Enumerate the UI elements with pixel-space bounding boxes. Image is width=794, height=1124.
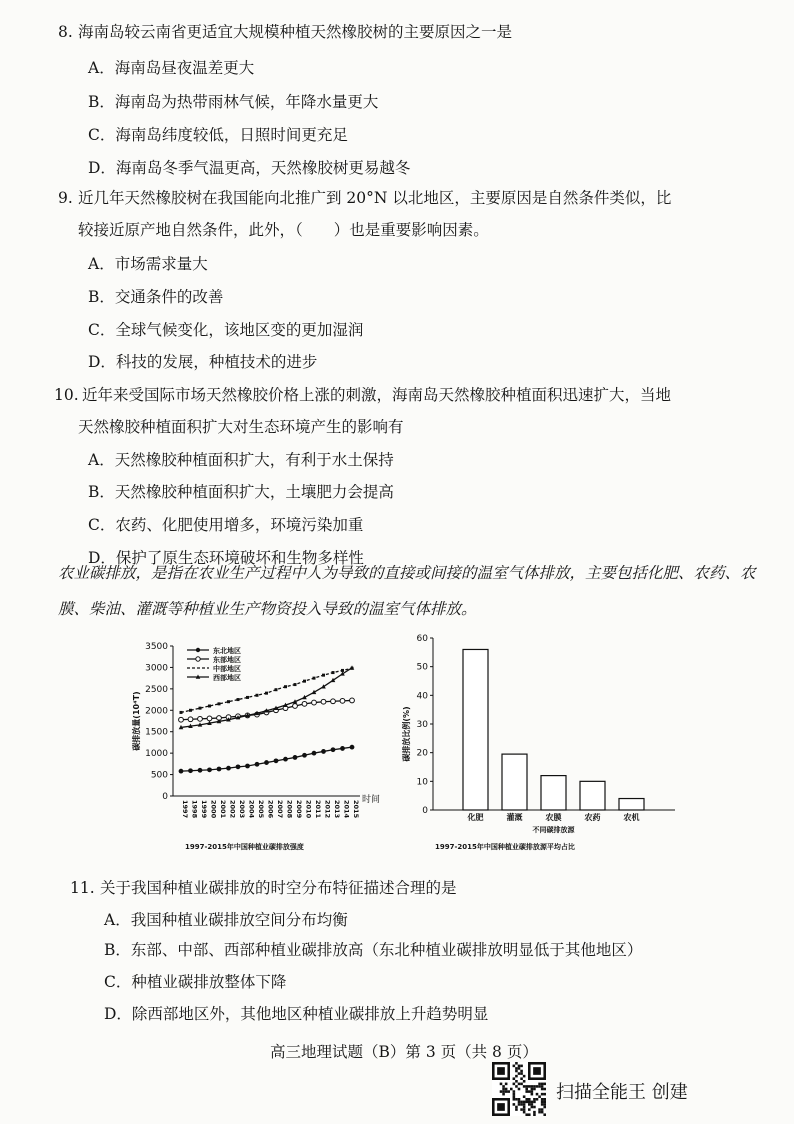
data-point (199, 707, 202, 710)
legend-marker (196, 657, 200, 661)
bar-category-label: 农膜 (545, 813, 562, 822)
y-tick-label: 30 (416, 720, 428, 730)
data-point (283, 757, 288, 762)
x-tick-label: 2009 (295, 800, 303, 819)
bar-chart (395, 630, 685, 840)
bar-category-label: 化肥 (467, 813, 484, 822)
data-point (179, 717, 184, 722)
data-point (264, 760, 269, 765)
series-line-2 (181, 668, 352, 712)
x-tick-label: 2000 (209, 800, 218, 819)
data-point (332, 671, 335, 674)
data-point (274, 758, 279, 763)
data-point (246, 696, 249, 699)
question-9-stem-line: 较接近原产地自然条件，此外，（ ）也是重要影响因素。 (78, 221, 489, 239)
question-10-stem-line: 近年来受国际市场天然橡胶价格上涨的刺激，海南岛天然橡胶种植面积迅速扩大，当地 (82, 386, 672, 404)
data-point (236, 764, 241, 769)
x-tick-label: 2006 (266, 800, 275, 819)
x-axis-label: 时间 (362, 795, 380, 805)
y-tick-label: 0 (422, 806, 428, 816)
y-axis-label: 碳排放比例(%) (402, 706, 411, 762)
x-tick-label: 2002 (228, 800, 237, 819)
data-point (237, 698, 240, 701)
passage: 农业碳排放，是指在农业生产过程中人为导致的直接或间接的温室气体排放，主要包括化肥、农药、农膜、柴油、灌溉等种植业生产物资投入导致的温室气体排放。 (58, 564, 756, 618)
y-tick-label: 1000 (145, 749, 168, 760)
bar-4 (619, 799, 644, 810)
x-tick-label: 1998 (190, 800, 199, 819)
legend-label: 中部地区 (213, 665, 241, 673)
x-tick-label: 2013 (333, 800, 341, 819)
bar-category-label: 农机 (623, 813, 640, 822)
y-tick-label: 500 (150, 770, 168, 781)
data-point (350, 665, 355, 669)
x-tick-label: 2007 (276, 800, 284, 819)
bar-3 (580, 781, 605, 810)
data-point (350, 698, 355, 703)
data-point (331, 747, 336, 752)
question-11-option-b: B．东部、中部、西部种植业碳排放高（东北种植业碳排放明显低于其他地区） (104, 941, 643, 959)
line-chart (125, 630, 380, 840)
x-tick-label: 2003 (238, 800, 246, 819)
question-10-option-b: B．天然橡胶种植面积扩大，土壤肥力会提高 (88, 483, 394, 501)
question-11-number: 11. (70, 879, 95, 897)
question-8-option-a: A．海南岛昼夜温差更大 (88, 59, 255, 77)
question-9-number: 9. (58, 189, 73, 207)
data-point (218, 702, 221, 705)
line-chart-title: 1997-2015年中国种植业碳排放强度 (185, 843, 304, 851)
x-tick-label: 2010 (304, 800, 313, 819)
y-tick-label: 40 (416, 691, 428, 702)
question-8-option-b: B．海南岛为热带雨林气候，年降水量更大 (88, 93, 379, 111)
y-axis-label: 碳排放量(10⁴T) (132, 691, 141, 751)
x-tick-label: 1997 (181, 800, 189, 819)
y-tick-label: 0 (162, 792, 168, 802)
data-point (275, 688, 278, 691)
y-tick-label: 2000 (145, 706, 168, 717)
x-axis-label: 不同碳排放源 (532, 826, 575, 834)
question-9-option-a: A．市场需求量大 (88, 255, 208, 273)
data-point (188, 717, 193, 722)
data-point (294, 683, 297, 686)
legend-label: 西部地区 (213, 674, 241, 682)
question-8-stem-line: 海南岛较云南省更适宜大规模种植天然橡胶树的主要原因之一是 (78, 23, 513, 41)
x-tick-label: 2014 (342, 800, 351, 819)
data-point (179, 769, 184, 774)
data-point (226, 766, 231, 771)
legend-label: 东部地区 (213, 656, 241, 664)
question-10-option-a: A．天然橡胶种植面积扩大，有利于水土保持 (88, 451, 394, 469)
y-tick-label: 60 (416, 634, 428, 644)
question-9-option-b: B．交通条件的改善 (88, 288, 224, 306)
data-point (302, 753, 307, 758)
scanner-watermark: 扫描全能王 创建 (556, 1082, 688, 1103)
data-point (293, 755, 298, 760)
data-point (312, 700, 317, 705)
data-point (302, 701, 307, 706)
data-point (188, 768, 193, 773)
data-point (313, 677, 316, 680)
y-tick-label: 3500 (145, 642, 168, 652)
data-point (331, 699, 336, 704)
data-point (198, 768, 203, 773)
question-11-stem: 关于我国种植业碳排放的时空分布特征描述合理的是 (100, 879, 457, 897)
data-point (265, 692, 268, 695)
data-point (340, 698, 345, 703)
data-point (198, 716, 203, 721)
question-9-stem-line: 近几年天然橡胶树在我国能向北推广到 20°N 以北地区，主要原因是自然条件类似，比 (78, 189, 672, 207)
question-10-option-d: D．保护了原生态环境破坏和生物多样性 (88, 549, 364, 567)
data-point (180, 711, 183, 714)
question-8-number: 8. (58, 23, 73, 41)
data-point (256, 694, 259, 697)
y-tick-label: 2500 (145, 684, 168, 695)
question-9-option-d: D．科技的发展，种植技术的进步 (88, 353, 318, 371)
data-point (284, 685, 287, 688)
data-point (189, 709, 192, 712)
data-point (350, 745, 355, 750)
data-point (255, 762, 260, 767)
question-10-option-c: C．农药、化肥使用增多，环境污染加重 (88, 516, 364, 534)
question-11-option-a: A．我国种植业碳排放空间分布均衡 (104, 911, 348, 929)
x-tick-label: 2004 (247, 800, 256, 819)
data-point (340, 746, 345, 751)
data-point (245, 764, 250, 769)
page-footer: 高三地理试题（B）第 3 页（共 8 页） (270, 1043, 538, 1061)
question-10-number: 10. (54, 386, 79, 404)
y-tick-label: 1500 (145, 727, 168, 738)
bar-2 (541, 776, 566, 810)
data-point (322, 674, 325, 677)
x-tick-label: 2015 (352, 800, 360, 819)
data-point (321, 699, 326, 704)
qr-code-icon (492, 1062, 546, 1116)
bar-category-label: 灌溉 (506, 813, 523, 822)
data-point (208, 705, 211, 708)
question-9-option-c: C．全球气候变化，该地区变的更加湿润 (88, 321, 364, 339)
x-tick-label: 2001 (219, 800, 227, 819)
y-tick-label: 20 (416, 748, 428, 759)
question-10-stem-line: 天然橡胶种植面积扩大对生态环境产生的影响有 (78, 418, 404, 436)
data-point (312, 751, 317, 756)
question-11-option-d: D．除西部地区外，其他地区种植业碳排放上升趋势明显 (104, 1005, 489, 1023)
question-11-option-c: C．种植业碳排放整体下降 (104, 973, 287, 991)
data-point (207, 716, 212, 721)
series-line-0 (181, 747, 352, 771)
data-point (321, 749, 326, 754)
x-tick-label: 2008 (285, 800, 294, 819)
data-point (207, 767, 212, 772)
bar-chart-title: 1997-2015年中国种植业碳排放源平均占比 (435, 843, 575, 851)
data-point (227, 700, 230, 703)
legend-marker (196, 648, 200, 652)
y-tick-label: 50 (416, 662, 428, 673)
x-tick-label: 2011 (314, 800, 322, 819)
question-8-option-c: C．海南岛纬度较低，日照时间更充足 (88, 126, 348, 144)
x-tick-label: 2012 (323, 800, 332, 819)
bar-1 (502, 754, 527, 810)
y-tick-label: 3000 (145, 663, 168, 674)
bar-category-label: 农药 (584, 813, 601, 822)
question-8-option-d: D．海南岛冬季气温更高，天然橡胶树更易越冬 (88, 159, 411, 177)
y-tick-label: 10 (416, 777, 428, 788)
legend-label: 东北地区 (213, 647, 241, 655)
data-point (303, 680, 306, 683)
bar-0 (463, 649, 488, 810)
x-tick-label: 1999 (200, 800, 208, 819)
data-point (293, 704, 298, 709)
x-tick-label: 2005 (257, 800, 265, 819)
data-point (217, 767, 222, 772)
